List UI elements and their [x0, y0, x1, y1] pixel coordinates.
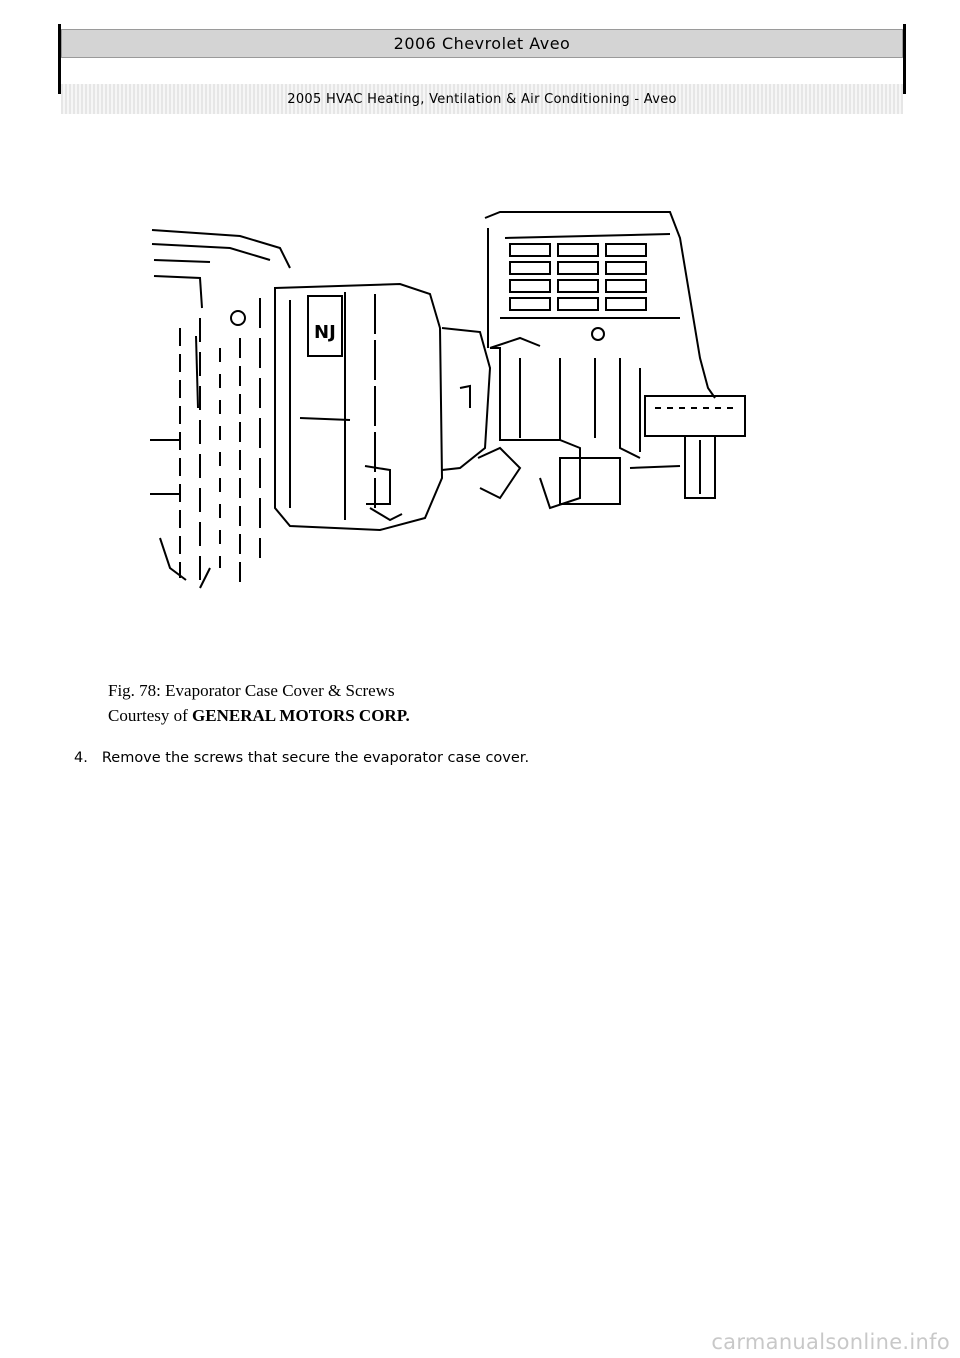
figure-caption	[108, 678, 410, 728]
step-number: 4.	[74, 750, 88, 766]
caption-credit-prefix: Courtesy of	[108, 706, 193, 725]
watermark: carmanualsonline.info	[711, 1330, 950, 1354]
procedure-step	[74, 750, 529, 766]
caption-credit	[108, 703, 410, 728]
step-text: Remove the screws that secure the evaporator case cover.	[101, 750, 530, 766]
caption-title: Fig. 78: Evaporator Case Cover & Screws	[108, 681, 395, 700]
document-header	[58, 24, 906, 107]
caption-credit-source: GENERAL MOTORS CORP.	[192, 706, 410, 725]
figure-label: NJ	[314, 322, 336, 343]
evaporator-case-figure	[140, 208, 760, 598]
header-subtitle: 2005 HVAC Heating, Ventilation & Air Conditioning - Aveo	[61, 84, 903, 114]
header-title: 2006 Chevrolet Aveo	[61, 29, 903, 58]
evaporator-case-drawing	[140, 208, 760, 598]
